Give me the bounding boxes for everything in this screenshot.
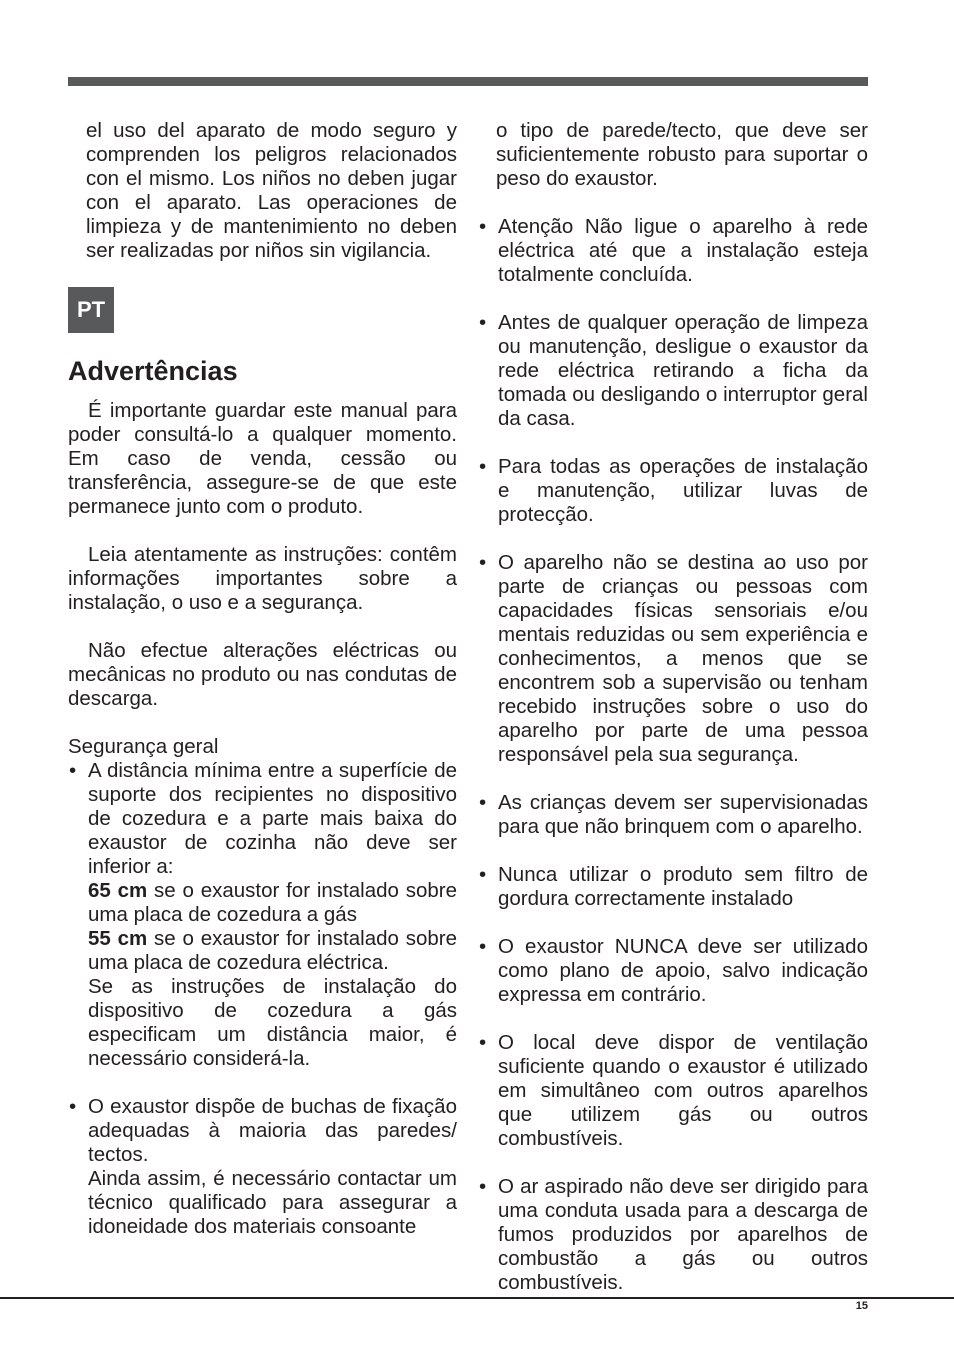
list-item: • O ar aspirado não deve ser dirigido para uma conduta usada para a descarga de fumos produzidos por aparelhos de combustão a gás ou outros combustíveis.: [478, 1175, 868, 1295]
bullet-continuation: Ainda assim, é necessário contactar um técnico qualificado para assegurar a idoneidade dos materiais consoante: [88, 1167, 457, 1238]
distance-55-value: 55 cm: [88, 927, 148, 950]
list-item: • O aparelho não se destina ao uso por parte de crianças ou pessoas com capacidades físicas sensoriais e/ou mentais reduzidas ou sem experiência e conhecimentos, a menos que se encontrem sob a supervisão ou tenham recebido instruções sobre o uso do aparelho por parte de uma pessoa responsável pela sua segurança.: [478, 551, 868, 767]
distance-65-value: 65 cm: [88, 879, 148, 902]
distance-65-line: [88, 879, 457, 927]
header-rule: [68, 77, 868, 86]
list-item: • O exaustor NUNCA deve ser utilizado como plano de apoio, salvo indicação expressa em contrário.: [478, 935, 868, 1007]
list-item: • Atenção Não ligue o aparelho à rede eléctrica até que a instalação esteja totalmente concluída.: [478, 215, 868, 287]
bullet-text: • A distância mínima entre a superfície de suporte dos recipientes no dispositivo de cozedura e a parte mais baixa do exaustor de cozinha não deve ser inferior a:: [88, 759, 457, 878]
left-column: [68, 119, 457, 1263]
intro-paragraph-no-modifications: Não efectue alterações eléctricas ou mecânicas no produto ou nas condutas de descarga.: [68, 639, 457, 710]
section-heading: Advertências: [68, 356, 238, 386]
language-badge: PT: [68, 287, 114, 333]
list-item: • As crianças devem ser supervisionadas para que não brinquem com o aparelho.: [478, 791, 868, 839]
bullet-continuation-text: o tipo de parede/tecto, que deve ser suficientemente robusto para suportar o peso do exaustor.: [496, 119, 868, 190]
distance-55-line: [88, 927, 457, 975]
bullet-text: • O exaustor dispõe de buchas de fixação adequadas à maioria das paredes/ tectos.: [88, 1095, 457, 1166]
bullet-note: Se as instruções de instalação do dispositivo de cozedura a gás especificam um distância maior, é necessário considerá-la.: [88, 975, 457, 1070]
list-item: • Para todas as operações de instalação e manutenção, utilizar luvas de protecção.: [478, 455, 868, 527]
warnings-bullet-list: [478, 215, 868, 1295]
list-item-minimum-distance: [68, 759, 457, 1071]
footer-rule: [0, 1297, 954, 1299]
page-number: 15: [855, 1300, 868, 1312]
list-item-fixing-plugs: [68, 1095, 457, 1239]
safety-bullet-list: [68, 759, 457, 1239]
safety-subheading: Segurança geral: [68, 735, 219, 758]
distance-65-text: se o exaustor for instalado sobre uma placa de cozedura a gás: [88, 879, 457, 926]
right-column: [478, 119, 868, 1319]
intro-paragraph-read-instructions: Leia atentamente as instruções: contêm informações importantes sobre a instalação, o uso e a segurança.: [68, 543, 457, 614]
list-item: • O local deve dispor de ventilação suficiente quando o exaustor é utilizado em simultâneo com outros aparelhos que utilizem gás ou outros combustíveis.: [478, 1031, 868, 1151]
list-item: • Antes de qualquer operação de limpeza ou manutenção, desligue o exaustor da rede eléctrica retirando a ficha da tomada ou desligando o interruptor geral da casa.: [478, 311, 868, 431]
intro-paragraph-keep-manual: É importante guardar este manual para poder consultá-lo a qualquer momento. Em caso de venda, cessão ou transferência, assegure-se de que este permanece junto com o produto.: [68, 399, 457, 518]
distance-55-text: se o exaustor for instalado sobre uma placa de cozedura eléctrica.: [88, 927, 457, 974]
spanish-continuation-text: el uso del aparato de modo seguro y comprenden los peligros relacionados con el mismo. Los niños no deben jugar con el aparato. Las operaciones de limpieza y de mantenimiento no deben ser realizadas por niños sin vigilancia.: [86, 119, 457, 262]
list-item: • Nunca utilizar o produto sem filtro de gordura correctamente instalado: [478, 863, 868, 911]
